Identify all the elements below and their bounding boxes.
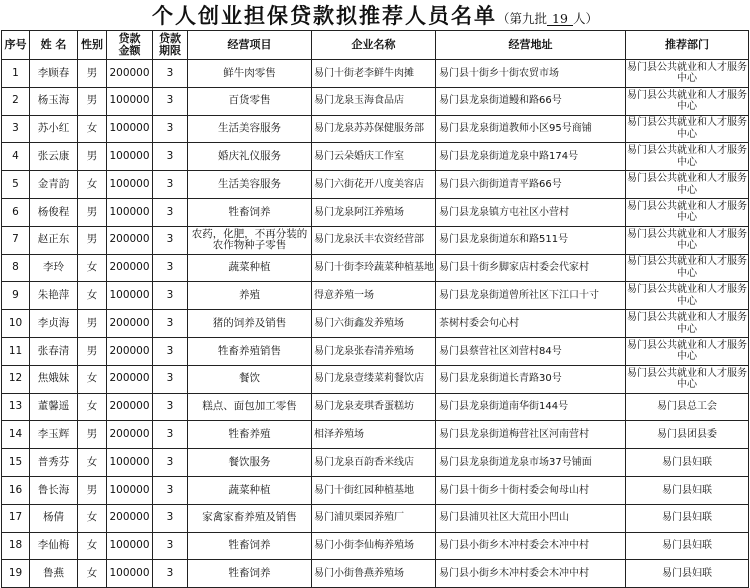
row-index: 10 <box>2 310 30 338</box>
business-address: 易门县龙泉街道长青路30号 <box>436 365 626 393</box>
gender: 女 <box>78 254 107 282</box>
recommending-department: 易门县妇联 <box>626 560 749 588</box>
row-index: 16 <box>2 476 30 504</box>
loan-amount: 200000 <box>107 393 153 421</box>
loan-term: 3 <box>153 504 188 532</box>
table-row <box>2 282 749 310</box>
loan-term: 3 <box>153 254 188 282</box>
loan-term: 3 <box>153 560 188 588</box>
business-address: 易门县小街乡木冲村委会木冲中村 <box>436 532 626 560</box>
business-address: 易门县龙泉街道梅营社区河南营村 <box>436 421 626 449</box>
recommendation-table <box>1 30 749 588</box>
person-name: 金青韵 <box>30 171 78 199</box>
table-row <box>2 226 749 254</box>
header-business: 经营项目 <box>188 31 312 60</box>
loan-amount: 200000 <box>107 504 153 532</box>
row-index: 19 <box>2 560 30 588</box>
recommending-department: 易门县公共就业和人才服务中心 <box>626 143 749 171</box>
business-item: 鲜牛肉零售 <box>188 60 312 88</box>
business-item: 糕点、面包加工零售 <box>188 393 312 421</box>
loan-term: 3 <box>153 282 188 310</box>
batch-count: 19 <box>547 12 573 26</box>
gender: 男 <box>78 337 107 365</box>
enterprise-name: 易门龙泉麦琪香蛋糕坊 <box>312 393 436 421</box>
loan-amount: 200000 <box>107 337 153 365</box>
gender: 男 <box>78 310 107 338</box>
gender: 男 <box>78 87 107 115</box>
business-address: 易门县龙泉街道南华街144号 <box>436 393 626 421</box>
business-item: 婚庆礼仪服务 <box>188 143 312 171</box>
header-loan-amount: 贷款 金额 <box>107 31 153 60</box>
enterprise-name: 易门浦贝栗园养殖厂 <box>312 504 436 532</box>
gender: 男 <box>78 476 107 504</box>
table-row <box>2 87 749 115</box>
recommending-department: 易门县公共就业和人才服务中心 <box>626 60 749 88</box>
recommending-department: 易门县公共就业和人才服务中心 <box>626 87 749 115</box>
gender: 女 <box>78 171 107 199</box>
row-index: 3 <box>2 115 30 143</box>
business-item: 蔬菜种植 <box>188 476 312 504</box>
gender: 女 <box>78 504 107 532</box>
gender: 女 <box>78 115 107 143</box>
business-item: 牲畜饲养 <box>188 532 312 560</box>
business-item: 餐饮服务 <box>188 449 312 477</box>
business-address: 易门县十街乡十街农贸市场 <box>436 60 626 88</box>
person-name: 苏小红 <box>30 115 78 143</box>
row-index: 18 <box>2 532 30 560</box>
loan-amount: 100000 <box>107 282 153 310</box>
business-address: 易门县龙泉街道龙泉中路174号 <box>436 143 626 171</box>
enterprise-name: 相泽养殖场 <box>312 421 436 449</box>
person-name: 鲁长海 <box>30 476 78 504</box>
header-index: 序号 <box>2 31 30 60</box>
recommending-department: 易门县公共就业和人才服务中心 <box>626 171 749 199</box>
loan-term: 3 <box>153 393 188 421</box>
gender: 女 <box>78 393 107 421</box>
enterprise-name: 得意养殖一场 <box>312 282 436 310</box>
enterprise-name: 易门十街红园种植基地 <box>312 476 436 504</box>
batch-prefix: （第九批 <box>496 11 547 26</box>
person-name: 张春清 <box>30 337 78 365</box>
row-index: 14 <box>2 421 30 449</box>
table-body <box>2 60 749 588</box>
gender: 男 <box>78 198 107 226</box>
gender: 女 <box>78 532 107 560</box>
person-name: 李仙梅 <box>30 532 78 560</box>
enterprise-name: 易门龙泉苏苏保健服务部 <box>312 115 436 143</box>
loan-term: 3 <box>153 421 188 449</box>
recommending-department: 易门县总工会 <box>626 393 749 421</box>
loan-amount: 100000 <box>107 449 153 477</box>
loan-amount: 100000 <box>107 560 153 588</box>
title-main: 个人创业担保贷款拟推荐人员名单 <box>151 3 497 28</box>
row-index: 11 <box>2 337 30 365</box>
recommending-department: 易门县公共就业和人才服务中心 <box>626 254 749 282</box>
gender: 女 <box>78 449 107 477</box>
title-batch <box>497 11 598 26</box>
gender: 女 <box>78 560 107 588</box>
gender: 男 <box>78 60 107 88</box>
table-header-row <box>2 31 749 60</box>
enterprise-name: 易门龙泉沃丰农资经营部 <box>312 226 436 254</box>
business-address: 易门县龙泉街道鳗和路66号 <box>436 87 626 115</box>
row-index: 8 <box>2 254 30 282</box>
business-item: 蔬菜种植 <box>188 254 312 282</box>
loan-term: 3 <box>153 310 188 338</box>
loan-amount: 100000 <box>107 171 153 199</box>
header-enterprise: 企业名称 <box>312 31 436 60</box>
header-department: 推荐部门 <box>626 31 749 60</box>
table-row <box>2 393 749 421</box>
gender: 男 <box>78 226 107 254</box>
person-name: 赵正东 <box>30 226 78 254</box>
person-name: 杨俊程 <box>30 198 78 226</box>
recommending-department: 易门县公共就业和人才服务中心 <box>626 115 749 143</box>
business-item: 牲畜饲养 <box>188 560 312 588</box>
enterprise-name: 易门云朵婚庆工作室 <box>312 143 436 171</box>
business-item: 农药，化肥，不再分装的农作物种子零售 <box>188 226 312 254</box>
enterprise-name: 易门龙泉壹缕菜莉餐饮店 <box>312 365 436 393</box>
business-address: 易门县龙泉镇方屯社区小营村 <box>436 198 626 226</box>
person-name: 张云康 <box>30 143 78 171</box>
recommending-department: 易门县妇联 <box>626 449 749 477</box>
person-name: 焦娥妹 <box>30 365 78 393</box>
loan-amount: 200000 <box>107 310 153 338</box>
table-row <box>2 171 749 199</box>
business-item: 生活美容服务 <box>188 115 312 143</box>
loan-amount: 200000 <box>107 60 153 88</box>
recommending-department: 易门县妇联 <box>626 504 749 532</box>
row-index: 2 <box>2 87 30 115</box>
gender: 女 <box>78 365 107 393</box>
recommending-department: 易门县妇联 <box>626 476 749 504</box>
table-row <box>2 421 749 449</box>
row-index: 9 <box>2 282 30 310</box>
enterprise-name: 易门十街老李鲜牛肉摊 <box>312 60 436 88</box>
loan-amount: 100000 <box>107 87 153 115</box>
recommending-department: 易门县公共就业和人才服务中心 <box>626 365 749 393</box>
row-index: 17 <box>2 504 30 532</box>
enterprise-name: 易门十街李玲蔬菜种植基地 <box>312 254 436 282</box>
gender: 女 <box>78 282 107 310</box>
table-row <box>2 143 749 171</box>
loan-term: 3 <box>153 115 188 143</box>
table-row <box>2 532 749 560</box>
recommending-department: 易门县团县委 <box>626 421 749 449</box>
loan-amount: 100000 <box>107 115 153 143</box>
enterprise-name: 易门龙泉张春清养殖场 <box>312 337 436 365</box>
header-name: 姓 名 <box>30 31 78 60</box>
row-index: 12 <box>2 365 30 393</box>
enterprise-name: 易门龙泉百韵香米线店 <box>312 449 436 477</box>
business-address: 易门县小街乡木冲村委会木冲中村 <box>436 560 626 588</box>
loan-term: 3 <box>153 143 188 171</box>
row-index: 7 <box>2 226 30 254</box>
business-item: 牲畜饲养 <box>188 198 312 226</box>
loan-term: 3 <box>153 198 188 226</box>
loan-term: 3 <box>153 60 188 88</box>
row-index: 13 <box>2 393 30 421</box>
person-name: 李贞海 <box>30 310 78 338</box>
recommending-department: 易门县公共就业和人才服务中心 <box>626 310 749 338</box>
business-item: 生活美容服务 <box>188 171 312 199</box>
enterprise-name: 易门龙泉玉海食品店 <box>312 87 436 115</box>
table-row <box>2 198 749 226</box>
table-row <box>2 254 749 282</box>
person-name: 杨倩 <box>30 504 78 532</box>
loan-amount: 200000 <box>107 226 153 254</box>
loan-amount: 100000 <box>107 476 153 504</box>
loan-term: 3 <box>153 365 188 393</box>
business-address: 易门县十街乡脚家店村委会代家村 <box>436 254 626 282</box>
enterprise-name: 易门六街鑫发养殖场 <box>312 310 436 338</box>
loan-term: 3 <box>153 337 188 365</box>
business-address: 易门县龙泉街道龙泉市场37号铺面 <box>436 449 626 477</box>
person-name: 董馨遥 <box>30 393 78 421</box>
loan-amount: 100000 <box>107 532 153 560</box>
business-address: 易门县蔡营社区刘营村84号 <box>436 337 626 365</box>
loan-term: 3 <box>153 476 188 504</box>
loan-amount: 100000 <box>107 143 153 171</box>
header-gender: 性别 <box>78 31 107 60</box>
business-item: 牲畜养殖 <box>188 421 312 449</box>
row-index: 5 <box>2 171 30 199</box>
person-name: 李顾春 <box>30 60 78 88</box>
loan-term: 3 <box>153 226 188 254</box>
business-address: 易门县十街乡十街村委会甸母山村 <box>436 476 626 504</box>
person-name: 朱艳萍 <box>30 282 78 310</box>
table-row <box>2 115 749 143</box>
business-address: 茶树村委会句心村 <box>436 310 626 338</box>
loan-amount: 100000 <box>107 198 153 226</box>
batch-suffix: 人） <box>573 11 599 26</box>
table-row <box>2 60 749 88</box>
recommending-department: 易门县妇联 <box>626 532 749 560</box>
row-index: 15 <box>2 449 30 477</box>
enterprise-name: 易门小街鲁燕养殖场 <box>312 560 436 588</box>
business-item: 餐饮 <box>188 365 312 393</box>
gender: 男 <box>78 421 107 449</box>
person-name: 李玉辉 <box>30 421 78 449</box>
business-item: 牲畜养殖销售 <box>188 337 312 365</box>
loan-term: 3 <box>153 87 188 115</box>
enterprise-name: 易门龙泉阿江养殖场 <box>312 198 436 226</box>
row-index: 4 <box>2 143 30 171</box>
recommending-department: 易门县公共就业和人才服务中心 <box>626 337 749 365</box>
person-name: 鲁燕 <box>30 560 78 588</box>
row-index: 6 <box>2 198 30 226</box>
recommending-department: 易门县公共就业和人才服务中心 <box>626 282 749 310</box>
page-title <box>0 0 750 30</box>
row-index: 1 <box>2 60 30 88</box>
recommending-department: 易门县公共就业和人才服务中心 <box>626 226 749 254</box>
business-address: 易门县六街街道青平路66号 <box>436 171 626 199</box>
loan-amount: 200000 <box>107 421 153 449</box>
header-address: 经营地址 <box>436 31 626 60</box>
business-address: 易门县龙泉街道教师小区95号商铺 <box>436 115 626 143</box>
loan-amount: 200000 <box>107 254 153 282</box>
business-item: 猪的饲养及销售 <box>188 310 312 338</box>
table-row <box>2 337 749 365</box>
business-item: 百货零售 <box>188 87 312 115</box>
business-item: 养殖 <box>188 282 312 310</box>
table-row <box>2 560 749 588</box>
enterprise-name: 易门小街李仙梅养殖场 <box>312 532 436 560</box>
loan-amount: 200000 <box>107 365 153 393</box>
business-address: 易门县龙泉街道东和路511号 <box>436 226 626 254</box>
loan-term: 3 <box>153 449 188 477</box>
business-address: 易门县浦贝社区大荒田小凹山 <box>436 504 626 532</box>
table-row <box>2 449 749 477</box>
table-row <box>2 476 749 504</box>
table-row <box>2 310 749 338</box>
table-row <box>2 365 749 393</box>
loan-term: 3 <box>153 171 188 199</box>
table-row <box>2 504 749 532</box>
business-item: 家禽家畜养殖及销售 <box>188 504 312 532</box>
person-name: 李玲 <box>30 254 78 282</box>
business-address: 易门县龙泉街道曾所社区下江口十寸 <box>436 282 626 310</box>
person-name: 杨玉海 <box>30 87 78 115</box>
header-loan-term: 贷款 期限 <box>153 31 188 60</box>
recommending-department: 易门县公共就业和人才服务中心 <box>626 198 749 226</box>
loan-term: 3 <box>153 532 188 560</box>
person-name: 普秀芬 <box>30 449 78 477</box>
enterprise-name: 易门六街花开八度美容店 <box>312 171 436 199</box>
gender: 男 <box>78 143 107 171</box>
